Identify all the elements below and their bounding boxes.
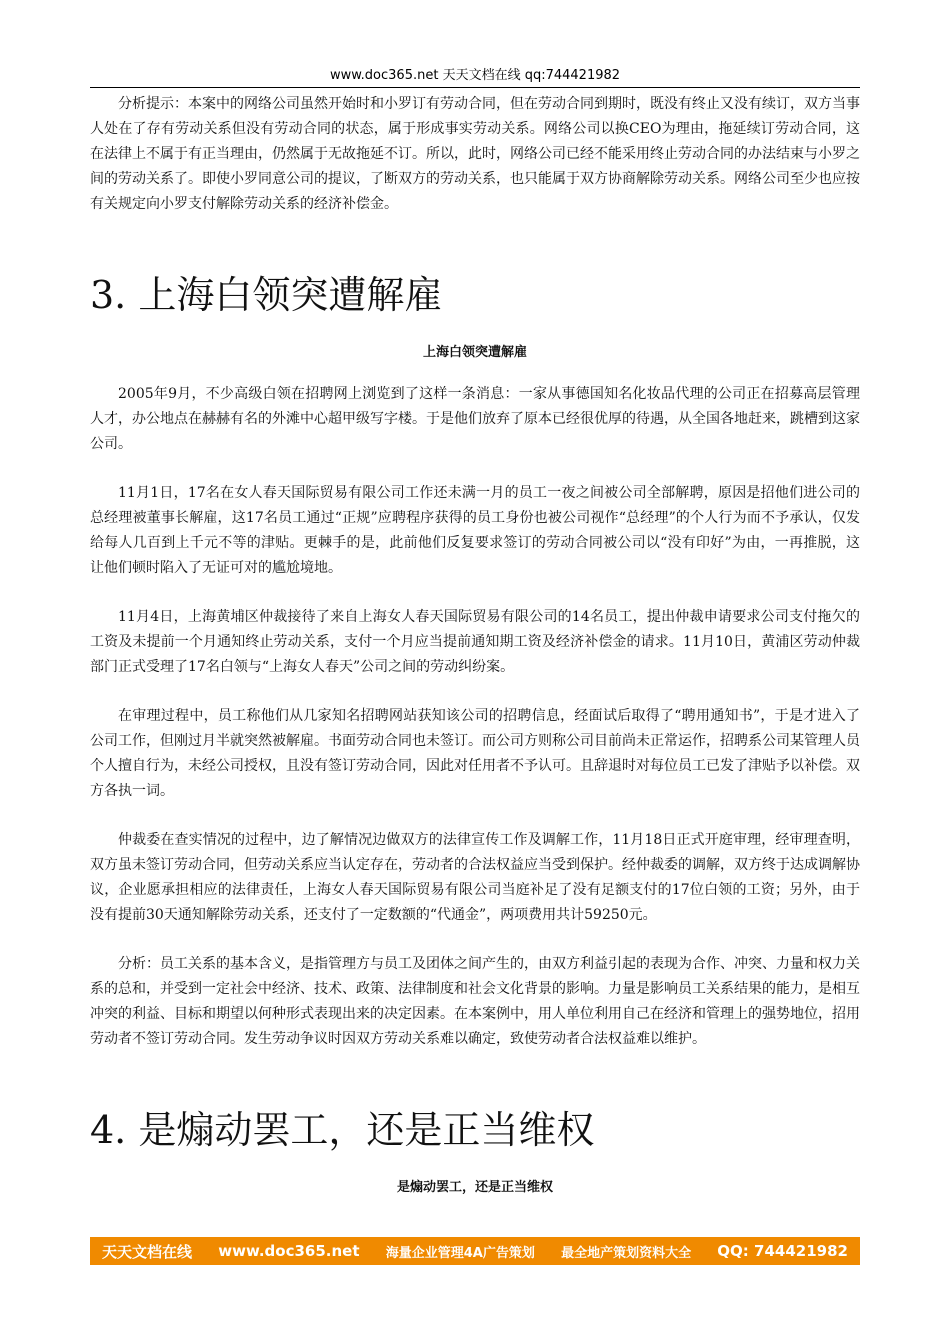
section-3-paragraph: 11月1日，17名在女人春天国际贸易有限公司工作还未满一月的员工一夜之间被公司全部解聘，原因是招他们进公司的总经理被董事长解雇，这17名员工通过“正规”应聘程序获得的员工身份也被公司视作“总经理”的个人行为而不予承认，仅发给每人几百到上千元不等的津贴。更棘手的是，此前他们反复要求签订的劳动合同被公司以“没有印好”为由，一再推脱，这让他们顿时陷入了无证可对的尴尬境地。 xyxy=(90,485,860,576)
page-header: www.doc365.net 天天文档在线 qq:744421982 xyxy=(90,64,860,88)
section-3-paragraph: 仲裁委在查实情况的过程中，边了解情况边做双方的法律宣传工作及调解工作，11月18日正式开庭审理，经审理查明，双方虽未签订劳动合同，但劳动关系应当认定存在，劳动者的合法权益应当受到保护。经仲裁委的调解，双方终于达成调解协议，企业愿承担相应的法律责任，上海女人春天国际贸易有限公司当庭补足了没有足额支付的17位白领的工资；另外，由于没有提前30天通知解除劳动关系，还支付了一定数额的“代通金”，两项费用共计59250元。 xyxy=(90,832,860,923)
section-3-heading: 3. 上海白领突遭解雇 xyxy=(90,273,443,317)
footer-slogan-2: 最全地产策划资料大全 xyxy=(561,1245,692,1261)
footer-brand: 天天文档在线 xyxy=(102,1242,193,1261)
section-3-paragraph: 2005年9月，不少高级白领在招聘网上浏览到了这样一条消息：一家从事德国知名化妆品代理的公司正在招募高层管理人才，办公地点在赫赫有名的外滩中心超甲级写字楼。于是他们放弃了原本已经很优厚的待遇，从全国各地赶来，跳槽到这家公司。 xyxy=(90,386,860,452)
intro-analysis-paragraph: 分析提示：本案中的网络公司虽然开始时和小罗订有劳动合同，但在劳动合同到期时，既没有终止又没有续订，双方当事人处在了存有劳动关系但没有劳动合同的状态，属于形成事实劳动关系。网络公司以换CEO为理由，拖延续订劳动合同，这在法律上不属于有正当理由，仍然属于无故拖延不订。所以，此时，网络公司已经不能采用终止劳动合同的办法结束与小罗之间的劳动关系了。即使小罗同意公司的提议，了断双方的劳动关系，也只能属于双方协商解除劳动关系。网络公司至少也应按有关规定向小罗支付解除劳动关系的经济补偿金。 xyxy=(90,96,860,212)
section-3-subtitle: 上海白领突遭解雇 xyxy=(422,345,527,360)
footer-url[interactable]: www.doc365.net xyxy=(218,1242,360,1260)
section-3-paragraph: 在审理过程中，员工称他们从几家知名招聘网站获知该公司的招聘信息，经面试后取得了“聘用通知书”，于是才进入了公司工作，但刚过月半就突然被解雇。书面劳动合同也未签订。而公司方则称公司目前尚未正常运作，招聘系公司某管理人员个人擅自行为，未经公司授权，且没有签订劳动合同，因此对任用者不予认可。且辞退时对每位员工已发了津贴予以补偿。双方各执一词。 xyxy=(90,708,860,799)
section-4-heading: 4. 是煽动罢工，还是正当维权 xyxy=(90,1108,595,1152)
document-body xyxy=(90,92,860,1217)
footer-qq: QQ: 744421982 xyxy=(717,1242,848,1260)
section-3-paragraph: 11月4日，上海黄埔区仲裁接待了来自上海女人春天国际贸易有限公司的14名员工，提出仲裁申请要求公司支付拖欠的工资及未提前一个月通知终止劳动关系，支付一个月应当提前通知期工资及经济补偿金的请求。11月10日，黄浦区劳动仲裁部门正式受理了17名白领与“上海女人春天”公司之间的劳动纠纷案。 xyxy=(90,609,860,675)
section-3-analysis-paragraph: 分析：员工关系的基本含义，是指管理方与员工及团体之间产生的，由双方利益引起的表现为合作、冲突、力量和权力关系的总和，并受到一定社会中经济、技术、政策、法律制度和社会文化背景的影响。力量是影响员工关系结果的能力，是相互冲突的利益、目标和期望以何种形式表现出来的决定因素。在本案例中，用人单位利用自己在经济和管理上的强势地位，招用劳动者不签订劳动合同。发生劳动争议时因双方劳动关系难以确定，致使劳动者合法权益难以维护。 xyxy=(90,956,860,1047)
footer-ad-banner[interactable] xyxy=(90,1237,860,1265)
footer-slogan-1: 海量企业管理4A广告策划 xyxy=(385,1245,535,1261)
section-4-subtitle: 是煽动罢工，还是正当维权 xyxy=(396,1180,553,1195)
